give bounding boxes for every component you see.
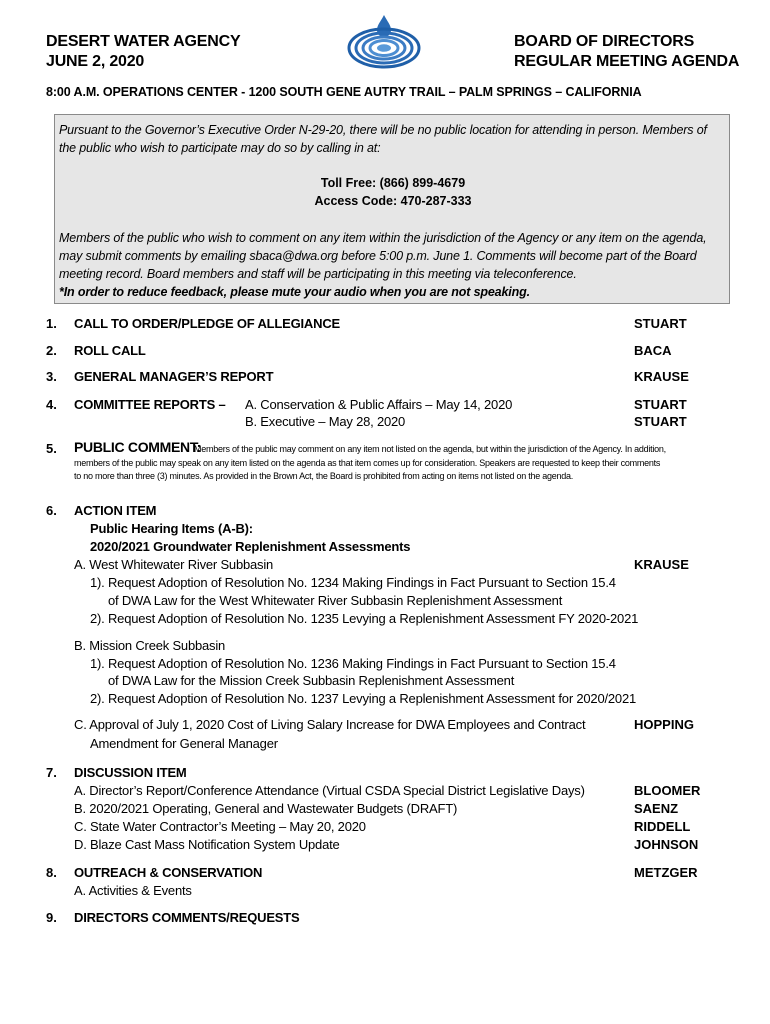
item-title: ACTION ITEM	[74, 503, 157, 518]
subitem-c-line2: Amendment for General Manager	[90, 736, 278, 751]
discussion-b: B. 2020/2021 Operating, General and Wastewater Budgets (DRAFT)	[74, 801, 458, 816]
meeting-date: JUNE 2, 2020	[46, 53, 145, 70]
discussion-c: C. State Water Contractor’s Meeting – May 20, 2020	[74, 819, 366, 834]
public-comment-line1: Members of the public may comment on any item not listed on the agenda, but within the jurisdiction of the Agency. In addition,	[194, 444, 666, 454]
item-title: PUBLIC COMMENT:	[74, 439, 201, 455]
public-comment-line3: to no more than three (3) minutes. As provided in the Brown Act, the Board is prohibited from acting on items not listed on the agenda.	[74, 471, 574, 481]
access-code: Access Code: 470-287-333	[314, 194, 472, 208]
presenter: STUART	[634, 397, 687, 412]
presenter: KRAUSE	[634, 369, 689, 384]
item-number: 9.	[46, 910, 57, 925]
item-title: OUTREACH & CONSERVATION	[74, 865, 263, 880]
discussion-a: A. Director’s Report/Conference Attendance (Virtual CSDA Special District Legislative Days)	[74, 783, 585, 798]
presenter: BACA	[634, 343, 672, 358]
presenter: BLOOMER	[634, 783, 701, 798]
item-title: COMMITTEE REPORTS –	[74, 397, 226, 412]
item-title: GENERAL MANAGER’S REPORT	[74, 369, 274, 384]
presenter: RIDDELL	[634, 819, 691, 834]
subitem-b1-line2: of DWA Law for the Mission Creek Subbasin Replenishment Assessment	[108, 673, 515, 688]
item-title: ROLL CALL	[74, 343, 146, 358]
toll-free-number: Toll Free: (866) 899-4679	[320, 176, 466, 190]
board-title: BOARD OF DIRECTORS	[514, 33, 695, 50]
assessments-heading: 2020/2021 Groundwater Replenishment Assessments	[90, 539, 411, 554]
notice-para2-line1: Members of the public who wish to comment on any item within the jurisdiction of the Agency or any item on the agenda,	[59, 231, 707, 245]
teleconference-notice	[54, 114, 730, 304]
presenter: KRAUSE	[634, 557, 689, 572]
item-number: 1.	[46, 316, 57, 331]
subitem-a2: 2). Request Adoption of Resolution No. 1235 Levying a Replenishment Assessment FY 2020-2021	[90, 611, 639, 626]
meeting-type: REGULAR MEETING AGENDA	[514, 53, 740, 70]
item-number: 8.	[46, 865, 57, 880]
item-title: CALL TO ORDER/PLEDGE OF ALLEGIANCE	[74, 316, 340, 331]
subitem-a1-line2: of DWA Law for the West Whitewater River Subbasin Replenishment Assessment	[108, 593, 563, 608]
presenter: SAENZ	[634, 801, 679, 816]
meeting-location: 8:00 A.M. OPERATIONS CENTER - 1200 SOUTH GENE AUTRY TRAIL – PALM SPRINGS – CALIFORNIA	[46, 85, 642, 99]
outreach-a: A. Activities & Events	[74, 883, 192, 898]
item-number: 6.	[46, 503, 57, 518]
presenter: STUART	[634, 414, 687, 429]
item-title: DIRECTORS COMMENTS/REQUESTS	[74, 910, 300, 925]
notice-para1-line2: the public who wish to participate may do so by calling in at:	[59, 141, 381, 155]
item-number: 3.	[46, 369, 57, 384]
notice-para1-line1: Pursuant to the Governor’s Executive Order N-29-20, there will be no public location for attending in person. Members of	[59, 123, 707, 137]
subitem-b2: 2). Request Adoption of Resolution No. 1237 Levying a Replenishment Assessment for 2020/2021	[90, 691, 637, 706]
subitem-b1-line1: 1). Request Adoption of Resolution No. 1236 Making Findings in Fact Pursuant to Section 15.4	[90, 656, 616, 671]
notice-para2-line3: meeting record. Board members and staff will be participating in this meeting via teleconference.	[59, 267, 577, 281]
committee-report-a: A. Conservation & Public Affairs – May 14, 2020	[245, 397, 513, 412]
agency-name: DESERT WATER AGENCY	[46, 33, 241, 50]
subitem-a1-line1: 1). Request Adoption of Resolution No. 1234 Making Findings in Fact Pursuant to Section 15.4	[90, 575, 616, 590]
subitem-c-line1: C. Approval of July 1, 2020 Cost of Living Salary Increase for DWA Employees and Contract	[74, 717, 586, 732]
committee-report-b: B. Executive – May 28, 2020	[245, 414, 406, 429]
presenter: HOPPING	[634, 717, 694, 732]
water-drop-logo-icon	[346, 12, 422, 70]
item-number: 5.	[46, 441, 57, 456]
presenter: METZGER	[634, 865, 698, 880]
discussion-d: D. Blaze Cast Mass Notification System Update	[74, 837, 340, 852]
item-number: 7.	[46, 765, 57, 780]
public-comment-line2: members of the public may speak on any item listed on the agenda as that item comes up for consideration. Speakers are requested to keep their comments	[74, 458, 661, 468]
mute-note: *In order to reduce feedback, please mute your audio when you are not speaking.	[59, 285, 530, 299]
presenter: STUART	[634, 316, 687, 331]
item-title: DISCUSSION ITEM	[74, 765, 187, 780]
subitem-b-title: B. Mission Creek Subbasin	[74, 638, 226, 653]
item-number: 4.	[46, 397, 57, 412]
presenter: JOHNSON	[634, 837, 699, 852]
item-number: 2.	[46, 343, 57, 358]
public-hearing-heading: Public Hearing Items (A-B):	[90, 521, 253, 536]
subitem-a-title: A. West Whitewater River Subbasin	[74, 557, 274, 572]
notice-para2-line2: may submit comments by emailing sbaca@dwa.org before 5:00 p.m. June 1. Comments will become part of the Board	[59, 249, 697, 263]
